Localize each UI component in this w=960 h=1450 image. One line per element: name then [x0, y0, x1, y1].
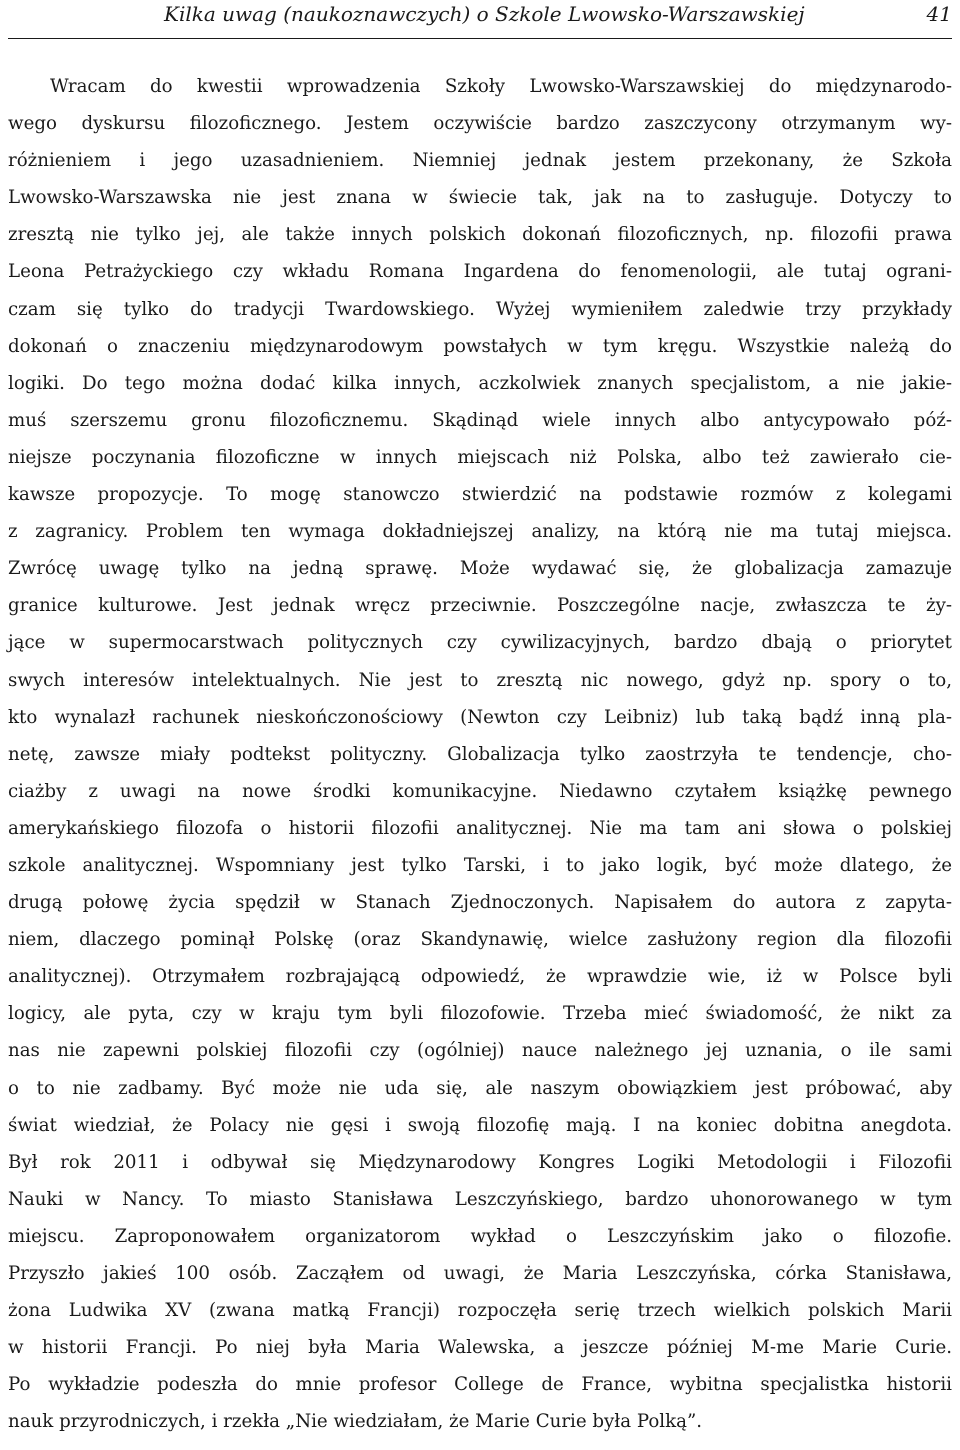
text-line: Po wykładzie podeszła do mnie profesor College de France, wybitna specjalistka historii: [8, 1374, 952, 1396]
body-paragraph: [8, 68, 952, 1440]
text-line: netę, zawsze miały podtekst polityczny. Globalizacja tylko zaostrzyła te tendencje, cho-: [8, 743, 952, 765]
text-line: swych interesów intelektualnych. Nie jest to zresztą nic nowego, gdyż np. spory o to,: [8, 669, 952, 691]
text-line: z zagranicy. Problem ten wymaga dokładniejszej analizy, na którą nie ma tutaj miejsca.: [8, 521, 952, 543]
text-line: nas nie zapewni polskiej filozofii czy (ogólniej) nauce należnego jej uznania, o ile sami: [8, 1040, 952, 1062]
text-line: logicy, ale pyta, czy w kraju tym byli filozofowie. Trzeba mieć świadomość, że nikt za: [8, 1003, 952, 1025]
page-number: 41: [926, 2, 952, 26]
text-line: kawsze propozycje. To mogę stanowczo stwierdzić na podstawie rozmów z kolegami: [8, 484, 952, 506]
text-line: jące w supermocarstwach politycznych czy cywilizacyjnych, bardzo dbają o priorytet: [8, 632, 952, 654]
text-line: analitycznej). Otrzymałem rozbrajającą odpowiedź, że wprawdzie wie, iż w Polsce byli: [8, 966, 952, 988]
text-line: świat wiedział, że Polacy nie gęsi i swoją filozofię mają. I na koniec dobitna anegdota.: [8, 1114, 952, 1136]
running-header: [8, 0, 952, 39]
text-line: dokonań o znaczeniu międzynarodowym powstałych w tym kręgu. Wszystkie należą do: [8, 335, 952, 357]
text-line: różnieniem i jego uzasadnieniem. Niemniej jednak jestem przekonany, że Szkoła: [8, 150, 952, 172]
text-line: niejsze poczynania filozoficzne w innych miejscach niż Polska, albo też zawierało cie-: [8, 446, 952, 468]
running-title: Kilka uwag (naukoznawczych) o Szkole Lwowsko-Warszawskiej: [164, 2, 805, 26]
text-line: kto wynalazł rachunek nieskończonościowy (Newton czy Leibniz) lub taką bądź inną pla-: [8, 706, 952, 728]
text-line: logiki. Do tego można dodać kilka innych, aczkolwiek znanych specjalistom, a nie jakie-: [8, 372, 952, 394]
text-line: żona Ludwika XV (zwana matką Francji) rozpoczęła serię trzech wielkich polskich Marii: [8, 1300, 952, 1322]
text-line: zresztą nie tylko jej, ale także innych polskich dokonań filozoficznych, np. filozofii prawa: [8, 224, 952, 246]
text-line: czam się tylko do tradycji Twardowskiego. Wyżej wymieniłem zaledwie trzy przykłady: [8, 298, 952, 320]
text-line: Był rok 2011 i odbywał się Międzynarodowy Kongres Logiki Metodologii i Filozofii: [8, 1151, 952, 1173]
text-line: muś szerszemu gronu filozoficznemu. Skądinąd wiele innych albo antycypowało póź-: [8, 409, 952, 431]
text-line: szkole analitycznej. Wspomniany jest tylko Tarski, i to jako logik, być może dlatego, że: [8, 854, 952, 876]
text-line: Przyszło jakieś 100 osób. Zacząłem od uwagi, że Maria Leszczyńska, córka Stanisława,: [8, 1263, 952, 1284]
text-line: Lwowsko-Warszawska nie jest znana w świecie tak, jak na to zasługuje. Dotyczy to: [8, 187, 952, 209]
text-line: ciażby z uwagi na nowe środki komunikacyjne. Niedawno czytałem książkę pewnego: [8, 780, 952, 802]
text-line: niem, dlaczego pominął Polskę (oraz Skandynawię, wielce zasłużony region dla filozofii: [8, 929, 952, 951]
text-line: miejscu. Zaproponowałem organizatorom wykład o Leszczyńskim jako o filozofie.: [8, 1225, 952, 1247]
text-line: granice kulturowe. Jest jednak wręcz przeciwnie. Poszczególne nacje, zwłaszcza te ży-: [8, 595, 952, 617]
text-line: Leona Petrażyckiego czy wkładu Romana Ingardena do fenomenologii, ale tutaj ograni-: [8, 261, 952, 283]
text-line: Zwrócę uwagę tylko na jedną sprawę. Może wydawać się, że globalizacja zamazuje: [8, 558, 952, 580]
text-line: w historii Francji. Po niej była Maria Walewska, a jeszcze później M-me Marie Curie.: [8, 1337, 952, 1359]
text-line: Nauki w Nancy. To miasto Stanisława Leszczyńskiego, bardzo uhonorowanego w tym: [8, 1188, 952, 1210]
text-line: nauk przyrodniczych, i rzekła „Nie wiedziałam, że Marie Curie była Polką”.: [8, 1411, 703, 1433]
text-line: o to nie zadbamy. Być może nie uda się, ale naszym obowiązkiem jest próbować, aby: [8, 1077, 952, 1099]
text-line: drugą połowę życia spędził w Stanach Zjednoczonych. Napisałem do autora z zapyta-: [8, 892, 952, 914]
text-line: Wracam do kwestii wprowadzenia Szkoły Lwowsko-Warszawskiej do międzynarodo-: [50, 76, 952, 97]
text-line: amerykańskiego filozofa o historii filozofii analitycznej. Nie ma tam ani słowa o polskiej: [8, 817, 952, 839]
text-line: wego dyskursu filozoficznego. Jestem oczywiście bardzo zaszczycony otrzymanym wy-: [8, 113, 952, 135]
